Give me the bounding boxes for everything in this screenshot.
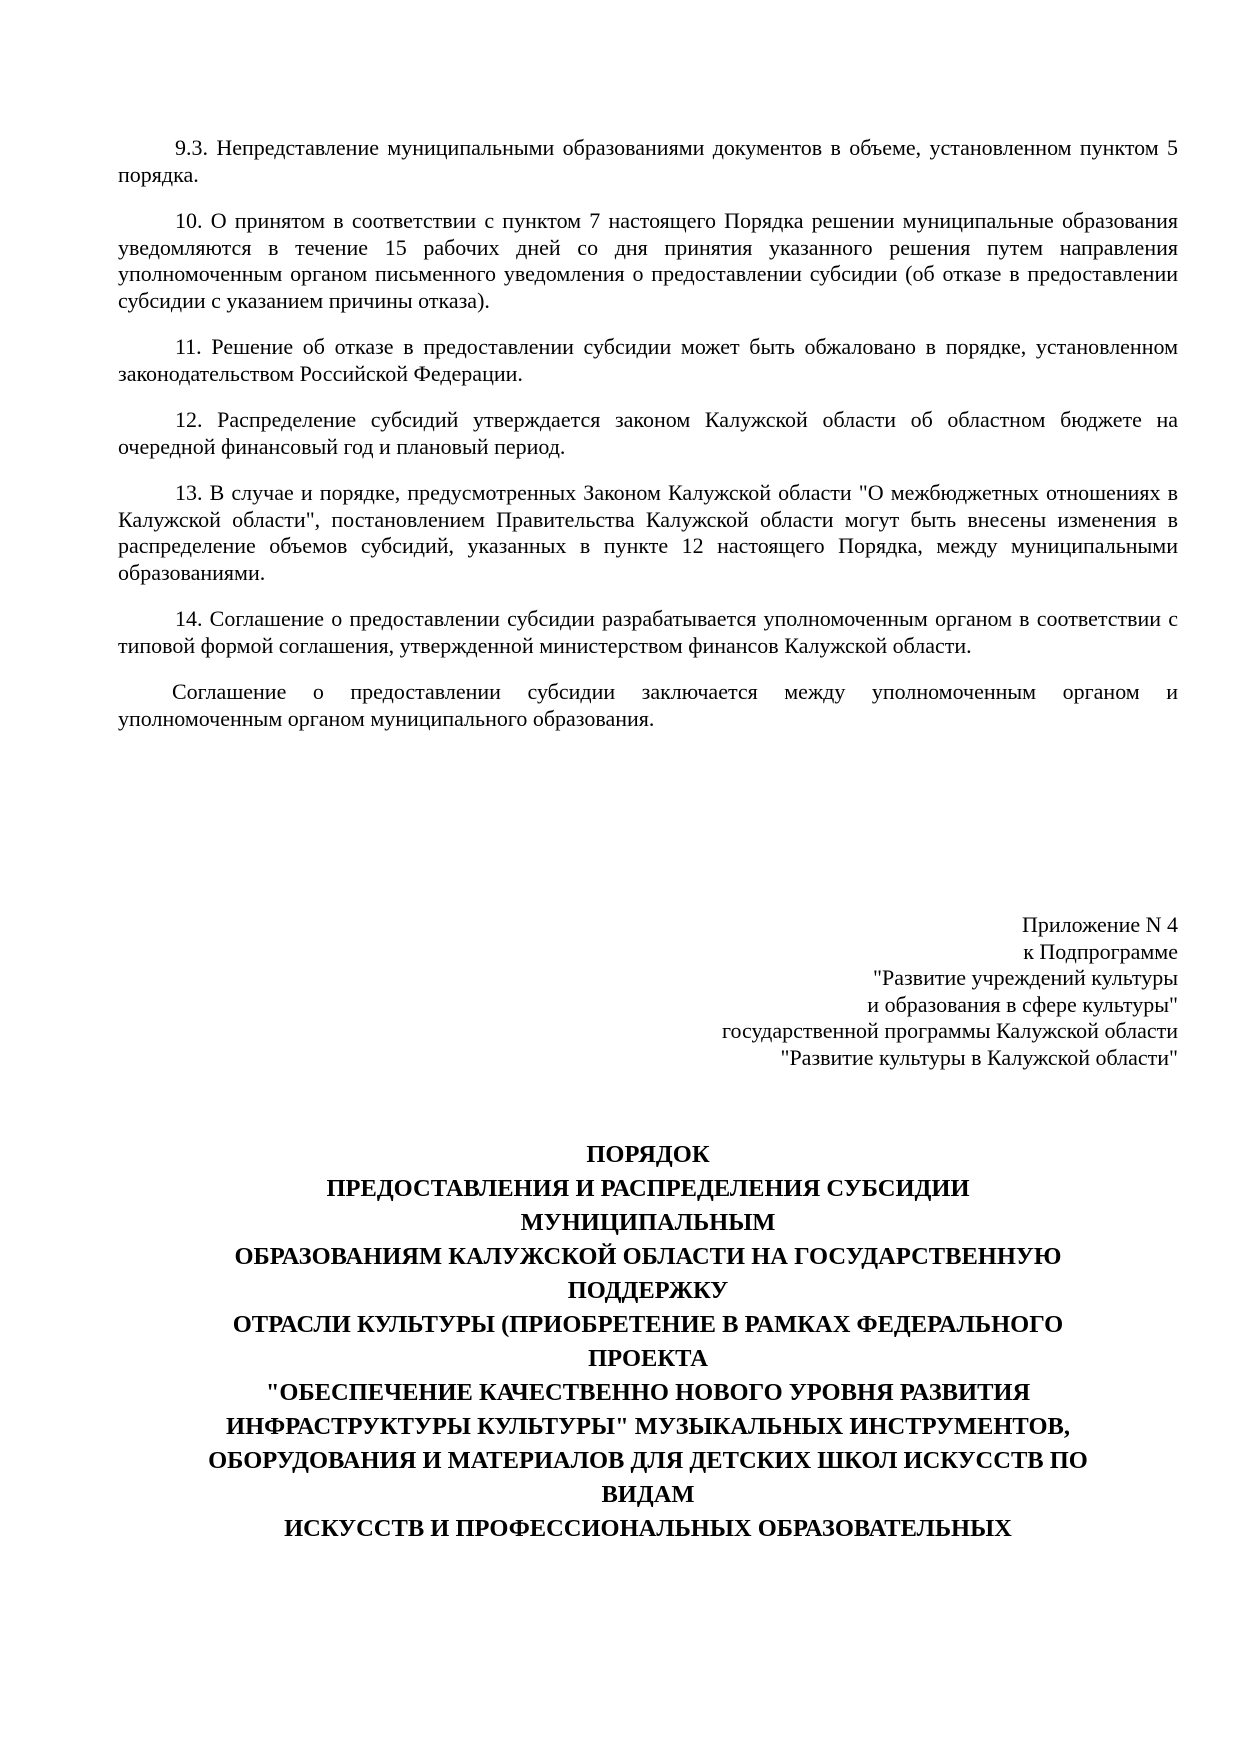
appendix-line: к Подпрограмме <box>1023 938 1178 964</box>
document-body <box>118 135 1178 752</box>
paragraph-14: 14. Соглашение о предоставлении субсидии разрабатывается уполномоченным органом в соответствии с типовой формой соглашения, утвержденной министерством финансов Калужской области. <box>118 606 1178 658</box>
title-line: ПРОЕКТА <box>588 1345 708 1372</box>
paragraph-9-3: 9.3. Непредставление муниципальными образованиями документов в объеме, установленном пунктом 5 порядка. <box>118 135 1178 187</box>
document-title <box>118 1138 1178 1546</box>
paragraph-10: 10. О принятом в соответствии с пунктом 7 настоящего Порядка решении муниципальные образования уведомляются в течение 15 рабочих дней со дня принятия указанного решения путем направления уполномоченным органом письменного уведомления о предоставлении субсидии (об отказе в предоставлении субсидии с указанием причины отказа). <box>118 208 1178 313</box>
appendix-line: "Развитие учреждений культуры <box>873 965 1178 990</box>
title-line: ОБРАЗОВАНИЯМ КАЛУЖСКОЙ ОБЛАСТИ НА ГОСУДАРСТВЕННУЮ <box>234 1243 1062 1270</box>
paragraph-11: 11. Решение об отказе в предоставлении субсидии может быть обжаловано в порядке, установленном законодательством Российской Федерации. <box>118 334 1178 386</box>
title-line: ИНФРАСТРУКТУРЫ КУЛЬТУРЫ" МУЗЫКАЛЬНЫХ ИНСТРУМЕНТОВ, <box>226 1413 1070 1440</box>
title-line: ПОРЯДОК <box>586 1141 710 1168</box>
appendix-line: и образования в сфере культуры" <box>867 991 1178 1017</box>
title-line: "ОБЕСПЕЧЕНИЕ КАЧЕСТВЕННО НОВОГО УРОВНЯ РАЗВИТИЯ <box>265 1379 1031 1406</box>
title-line: ИСКУССТВ И ПРОФЕССИОНАЛЬНЫХ ОБРАЗОВАТЕЛЬНЫХ <box>284 1515 1012 1542</box>
paragraph-agreement: Соглашение о предоставлении субсидии заключается между уполномоченным органом и уполномоченным органом муниципального образования. <box>118 679 1178 731</box>
appendix-header <box>722 912 1178 1071</box>
title-line: ОТРАСЛИ КУЛЬТУРЫ (ПРИОБРЕТЕНИЕ В РАМКАХ ФЕДЕРАЛЬНОГО <box>232 1311 1064 1338</box>
title-line: ОБОРУДОВАНИЯ И МАТЕРИАЛОВ ДЛЯ ДЕТСКИХ ШКОЛ ИСКУССТВ ПО <box>208 1447 1088 1474</box>
title-line: ВИДАМ <box>601 1481 695 1508</box>
title-line: МУНИЦИПАЛЬНЫМ <box>520 1209 776 1236</box>
paragraph-13: 13. В случае и порядке, предусмотренных Законом Калужской области "О межбюджетных отношениях в Калужской области", постановлением Правительства Калужской области могут быть внесены изменения в распределение объемов субсидий, указанных в пункте 12 настоящего Порядка, между муниципальными образованиями. <box>118 480 1178 585</box>
title-line: ПОДДЕРЖКУ <box>567 1277 729 1304</box>
appendix-line: Приложение N 4 <box>1022 912 1178 937</box>
paragraph-12: 12. Распределение субсидий утверждается законом Калужской области об областном бюджете на очередной финансовый год и плановый период. <box>118 407 1178 459</box>
appendix-line: "Развитие культуры в Калужской области" <box>780 1044 1178 1070</box>
title-line: ПРЕДОСТАВЛЕНИЯ И РАСПРЕДЕЛЕНИЯ СУБСИДИИ <box>326 1175 970 1202</box>
appendix-line: государственной программы Калужской области <box>722 1018 1178 1043</box>
